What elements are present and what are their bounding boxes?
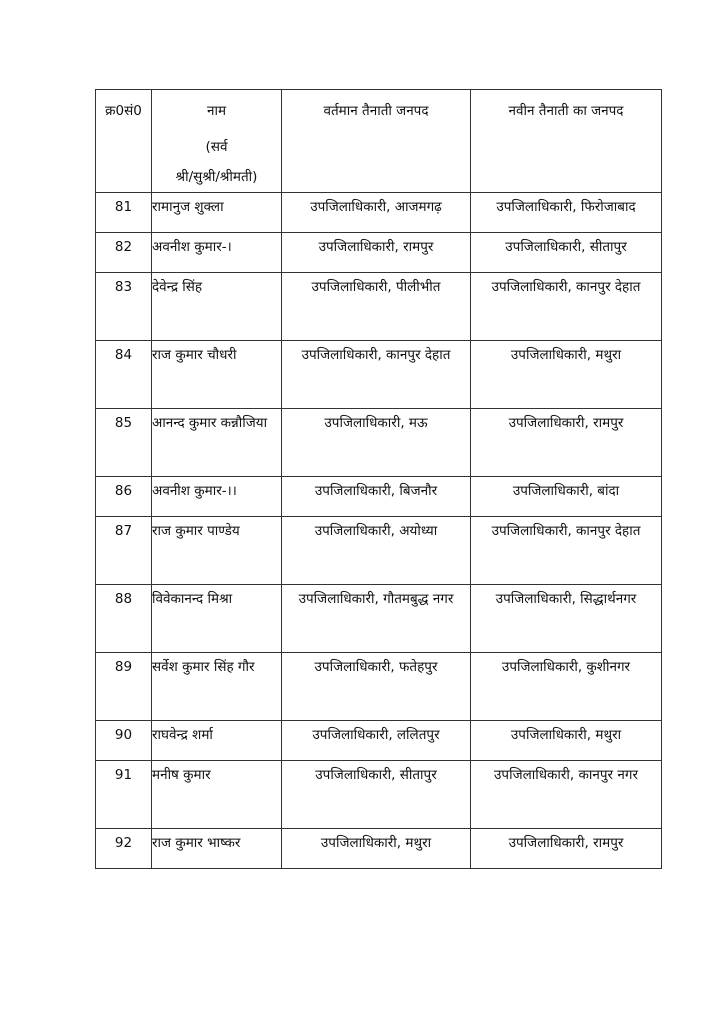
table-row — [96, 517, 662, 585]
header-row — [96, 90, 662, 193]
current-posting-cell: उपजिलाधिकारी, ललितपुर — [282, 721, 471, 761]
current-posting-cell: उपजिलाधिकारी, बिजनौर — [282, 477, 471, 517]
new-posting-cell: उपजिलाधिकारी, फिरोजाबाद — [471, 193, 662, 233]
name-cell: मनीष कुमार — [152, 761, 282, 829]
serial-cell: 90 — [96, 721, 152, 761]
serial-cell: 84 — [96, 341, 152, 409]
table-row — [96, 585, 662, 653]
header-current-posting: वर्तमान तैनाती जनपद — [282, 90, 471, 193]
serial-cell: 88 — [96, 585, 152, 653]
name-cell: राज कुमार पाण्डेय — [152, 517, 282, 585]
new-posting-cell: उपजिलाधिकारी, बांदा — [471, 477, 662, 517]
name-cell: देवेन्द्र सिंह — [152, 273, 282, 341]
table-row — [96, 761, 662, 829]
new-posting-cell: उपजिलाधिकारी, मथुरा — [471, 721, 662, 761]
new-posting-cell: उपजिलाधिकारी, कानपुर देहात — [471, 517, 662, 585]
header-name — [152, 90, 282, 193]
serial-cell: 81 — [96, 193, 152, 233]
current-posting-cell: उपजिलाधिकारी, फतेहपुर — [282, 653, 471, 721]
header-name-sub-1: (सर्व — [205, 139, 228, 155]
current-posting-cell: उपजिलाधिकारी, पीलीभीत — [282, 273, 471, 341]
header-name-label: नाम — [206, 103, 227, 119]
table-row — [96, 341, 662, 409]
name-cell: राज कुमार भाष्कर — [152, 829, 282, 869]
serial-cell: 89 — [96, 653, 152, 721]
new-posting-cell: उपजिलाधिकारी, कानपुर नगर — [471, 761, 662, 829]
table-row — [96, 193, 662, 233]
table-row — [96, 273, 662, 341]
current-posting-cell: उपजिलाधिकारी, आजमगढ़ — [282, 193, 471, 233]
serial-cell: 92 — [96, 829, 152, 869]
current-posting-cell: उपजिलाधिकारी, मऊ — [282, 409, 471, 477]
new-posting-cell: उपजिलाधिकारी, सीतापुर — [471, 233, 662, 273]
name-cell: रामानुज शुक्ला — [152, 193, 282, 233]
header-name-sub-2: श्री/सुश्री/श्रीमती) — [175, 169, 258, 185]
current-posting-cell: उपजिलाधिकारी, सीतापुर — [282, 761, 471, 829]
serial-cell: 85 — [96, 409, 152, 477]
name-cell: आनन्द कुमार कन्नौजिया — [152, 409, 282, 477]
transfer-table — [95, 89, 662, 869]
table-row — [96, 409, 662, 477]
current-posting-cell: उपजिलाधिकारी, अयोध्या — [282, 517, 471, 585]
name-cell: राघवेन्द्र शर्मा — [152, 721, 282, 761]
table-row — [96, 477, 662, 517]
name-cell: सर्वेश कुमार सिंह गौर — [152, 653, 282, 721]
header-serial: क्र0सं0 — [96, 90, 152, 193]
header-new-posting: नवीन तैनाती का जनपद — [471, 90, 662, 193]
current-posting-cell: उपजिलाधिकारी, रामपुर — [282, 233, 471, 273]
name-cell: राज कुमार चौधरी — [152, 341, 282, 409]
new-posting-cell: उपजिलाधिकारी, मथुरा — [471, 341, 662, 409]
serial-cell: 86 — [96, 477, 152, 517]
serial-cell: 87 — [96, 517, 152, 585]
name-cell: अवनीश कुमार-।। — [152, 477, 282, 517]
serial-cell: 83 — [96, 273, 152, 341]
current-posting-cell: उपजिलाधिकारी, कानपुर देहात — [282, 341, 471, 409]
current-posting-cell: उपजिलाधिकारी, मथुरा — [282, 829, 471, 869]
table-row — [96, 829, 662, 869]
new-posting-cell: उपजिलाधिकारी, सिद्धार्थनगर — [471, 585, 662, 653]
name-cell: अवनीश कुमार-। — [152, 233, 282, 273]
serial-cell: 82 — [96, 233, 152, 273]
new-posting-cell: उपजिलाधिकारी, रामपुर — [471, 409, 662, 477]
table-row — [96, 653, 662, 721]
new-posting-cell: उपजिलाधिकारी, रामपुर — [471, 829, 662, 869]
table-row — [96, 721, 662, 761]
new-posting-cell: उपजिलाधिकारी, कुशीनगर — [471, 653, 662, 721]
new-posting-cell: उपजिलाधिकारी, कानपुर देहात — [471, 273, 662, 341]
table-row — [96, 233, 662, 273]
serial-cell: 91 — [96, 761, 152, 829]
name-cell: विवेकानन्द मिश्रा — [152, 585, 282, 653]
current-posting-cell: उपजिलाधिकारी, गौतमबुद्ध नगर — [282, 585, 471, 653]
